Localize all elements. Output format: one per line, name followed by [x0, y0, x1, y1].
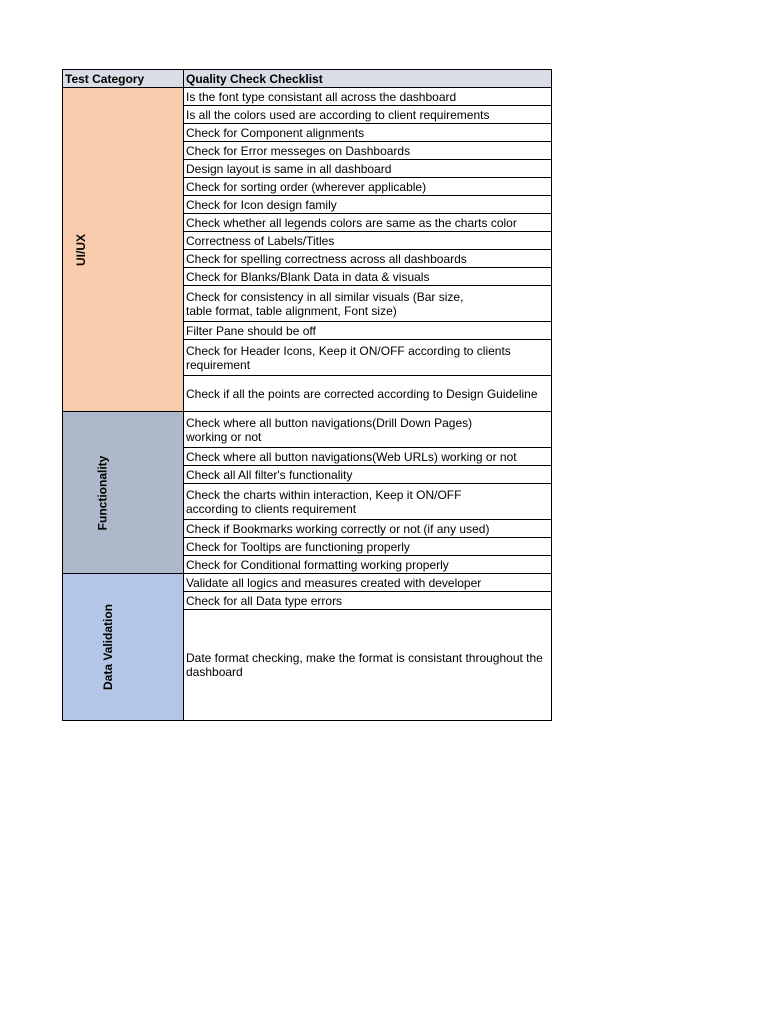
checklist-item: Check for Conditional formatting working properly — [184, 556, 552, 574]
header-quality-check-checklist: Quality Check Checklist — [184, 70, 552, 88]
checklist-item: Check for Blanks/Blank Data in data & visuals — [184, 268, 552, 286]
checklist-item: Check for Tooltips are functioning properly — [184, 538, 552, 556]
checklist-item: Check if Bookmarks working correctly or not (if any used) — [184, 520, 552, 538]
table-row — [63, 412, 552, 448]
checklist-item: Check all All filter's functionality — [184, 466, 552, 484]
checklist-item: Check if all the points are corrected according to Design Guideline — [184, 376, 552, 412]
checklist-item: Check for spelling correctness across all dashboards — [184, 250, 552, 268]
quality-check-table — [62, 69, 552, 721]
checklist-item: Is the font type consistant all across the dashboard — [184, 88, 552, 106]
checklist-item: Check for Component alignments — [184, 124, 552, 142]
category-functionality — [63, 412, 184, 574]
checklist-item: Check for all Data type errors — [184, 592, 552, 610]
header-row — [63, 70, 552, 88]
checklist-item: Filter Pane should be off — [184, 322, 552, 340]
category-label: Functionality — [95, 455, 110, 530]
header-test-category: Test Category — [63, 70, 184, 88]
category-uiux — [63, 88, 184, 412]
category-label: UI/UX — [74, 233, 89, 266]
checklist-item: Check for Icon design family — [184, 196, 552, 214]
checklist-item: Check for consistency in all similar visuals (Bar size, table format, table alignment, Font size) — [184, 286, 552, 322]
table-row — [63, 574, 552, 592]
category-data-validation — [63, 574, 184, 721]
checklist-item: Check where all button navigations(Drill Down Pages) working or not — [184, 412, 552, 448]
category-label: Data Validation — [101, 603, 116, 691]
checklist-item: Validate all logics and measures created with developer — [184, 574, 552, 592]
table-row — [63, 88, 552, 106]
checklist-item: Is all the colors used are according to client requirements — [184, 106, 552, 124]
checklist-item: Date format checking, make the format is consistant throughout the dashboard — [184, 610, 552, 721]
checklist-item: Check whether all legends colors are same as the charts color — [184, 214, 552, 232]
checklist-item: Check for sorting order (wherever applicable) — [184, 178, 552, 196]
checklist-item: Check for Error messeges on Dashboards — [184, 142, 552, 160]
checklist-item: Correctness of Labels/Titles — [184, 232, 552, 250]
checklist-item: Design layout is same in all dashboard — [184, 160, 552, 178]
checklist-item: Check the charts within interaction, Keep it ON/OFF according to clients requirement — [184, 484, 552, 520]
checklist-item: Check for Header Icons, Keep it ON/OFF according to clients requirement — [184, 340, 552, 376]
checklist-item: Check where all button navigations(Web URLs) working or not — [184, 448, 552, 466]
